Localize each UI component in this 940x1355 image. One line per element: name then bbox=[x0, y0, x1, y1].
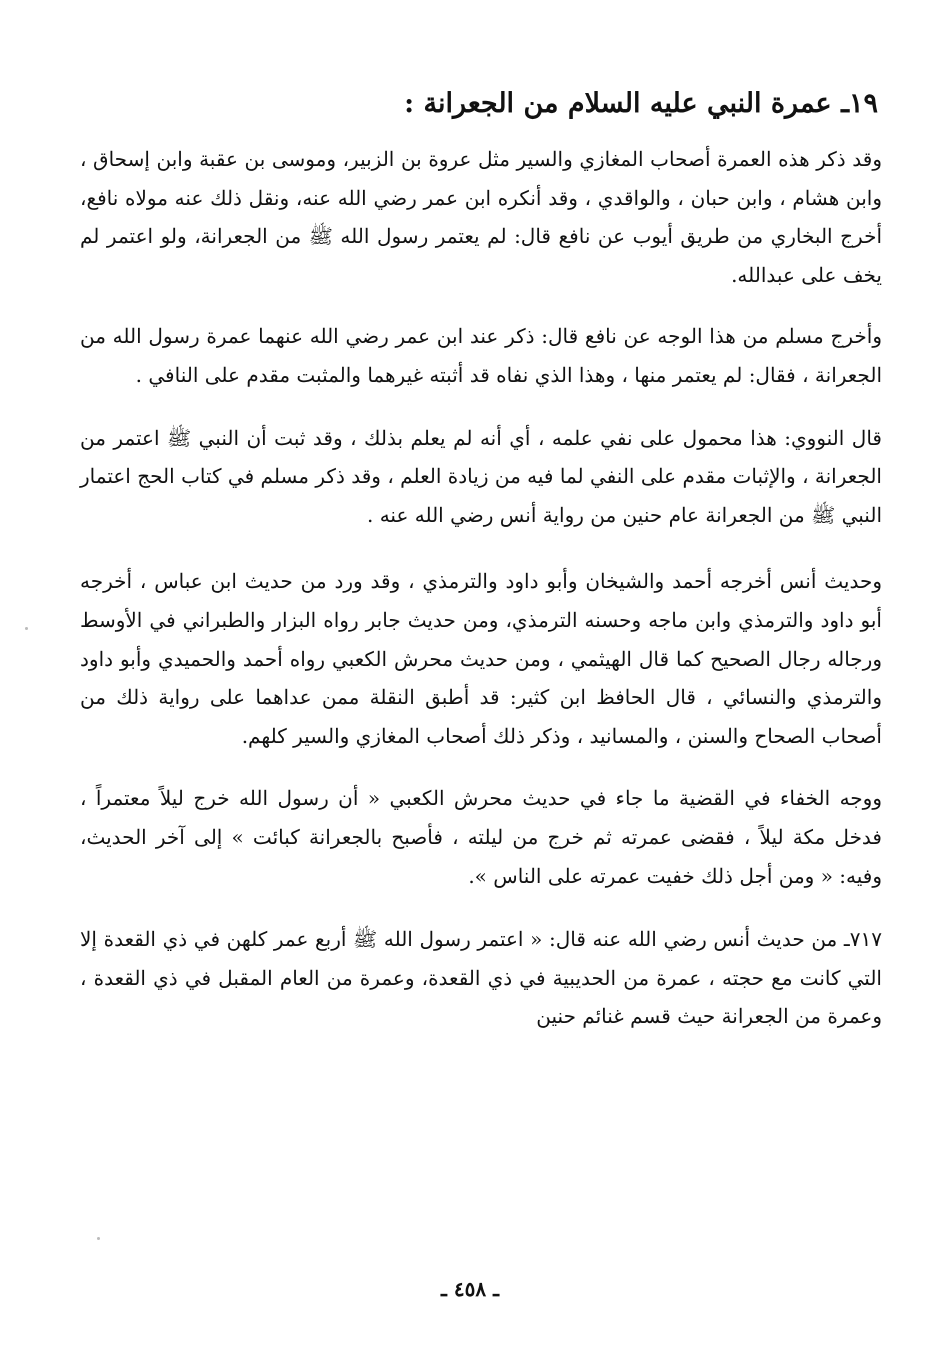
paragraph-hadith-717: ٧١٧ـ من حديث أنس رضي الله عنه قال: « اعتمر رسول الله ﷺ أربع عمر كلهن في ذي القعدة إلا التي كانت مع حجته ، عمرة من الحديبية في ذي القعدة، وعمرة من العام المقبل في ذي القعدة ، وعمرة من الجعرانة حيث قسم غنائم حنين bbox=[80, 927, 882, 1029]
scan-speck bbox=[97, 1237, 100, 1240]
body-text bbox=[80, 140, 882, 1058]
paragraph-umrah-mentions: وقد ذكر هذه العمرة أصحاب المغازي والسير مثل عروة بن الزبير، وموسى بن عقبة وابن إسحاق ، وابن هشام ، وابن حبان ، والواقدي ، وقد أنكره ابن عمر رضي الله عنه، ونقل ذلك عنه مولاه نافع، أخرج البخاري من طريق أيوب عن نافع قال: لم يعتمر رسول الله ﷺ من الجعرانة، ولو اعتمر لم يخف على عبدالله. bbox=[80, 147, 882, 287]
paragraph-muslim-narration: وأخرج مسلم من هذا الوجه عن نافع قال: ذكر عند ابن عمر رضي الله عنهما عمرة رسول الله من الجعرانة ، فقال: لم يعتمر منها ، وهذا الذي نفاه قد أثبته غيرهما والمثبت مقدم على النافي . bbox=[80, 324, 882, 387]
section-heading: ١٩ـ عمرة النبي عليه السلام من الجعرانة : bbox=[404, 88, 878, 119]
scan-speck bbox=[25, 627, 28, 630]
page-number: ـ ٤٥٨ ـ bbox=[441, 1277, 499, 1301]
paragraph-hadith-sources: وحديث أنس أخرجه أحمد والشيخان وأبو داود والترمذي ، وقد ورد من حديث ابن عباس ، أخرجه أبو داود والترمذي وابن ماجه وحسنه الترمذي، ومن حديث جابر رواه البزار والطبراني في الأوسط ورجاله رجال الصحيح كما قال الهيثمي ، ومن حديث محرش الكعبي رواه أحمد والحميدي وأبو داود والترمذي والنسائي ، قال الحافظ ابن كثير: قد أطبق النقلة ممن عداهما على رواية ذلك من أصحاب الصحاح والسنن ، والمسانيد ، وذكر ذلك أصحاب المغازي والسير كلهم. bbox=[80, 569, 882, 748]
paragraph-hidden-reason: ووجه الخفاء في القضية ما جاء في حديث محرش الكعبي « أن رسول الله خرج ليلاً معتمراً ، فدخل مكة ليلاً ، فقضى عمرته ثم خرج من ليلته ، فأصبح بالجعرانة كبائت » إلى آخر الحديث، وفيه: « ومن أجل ذلك خفيت عمرته على الناس ». bbox=[80, 786, 882, 888]
paragraph-nawawi-comment: قال النووي: هذا محمول على نفي علمه ، أي أنه لم يعلم بذلك ، وقد ثبت أن النبي ﷺ اعتمر من الجعرانة ، والإثبات مقدم على النفي لما فيه من زيادة العلم ، وقد ذكر مسلم في كتاب الحج اعتمار النبي ﷺ من الجعرانة عام حنين من رواية أنس رضي الله عنه . bbox=[80, 425, 882, 527]
